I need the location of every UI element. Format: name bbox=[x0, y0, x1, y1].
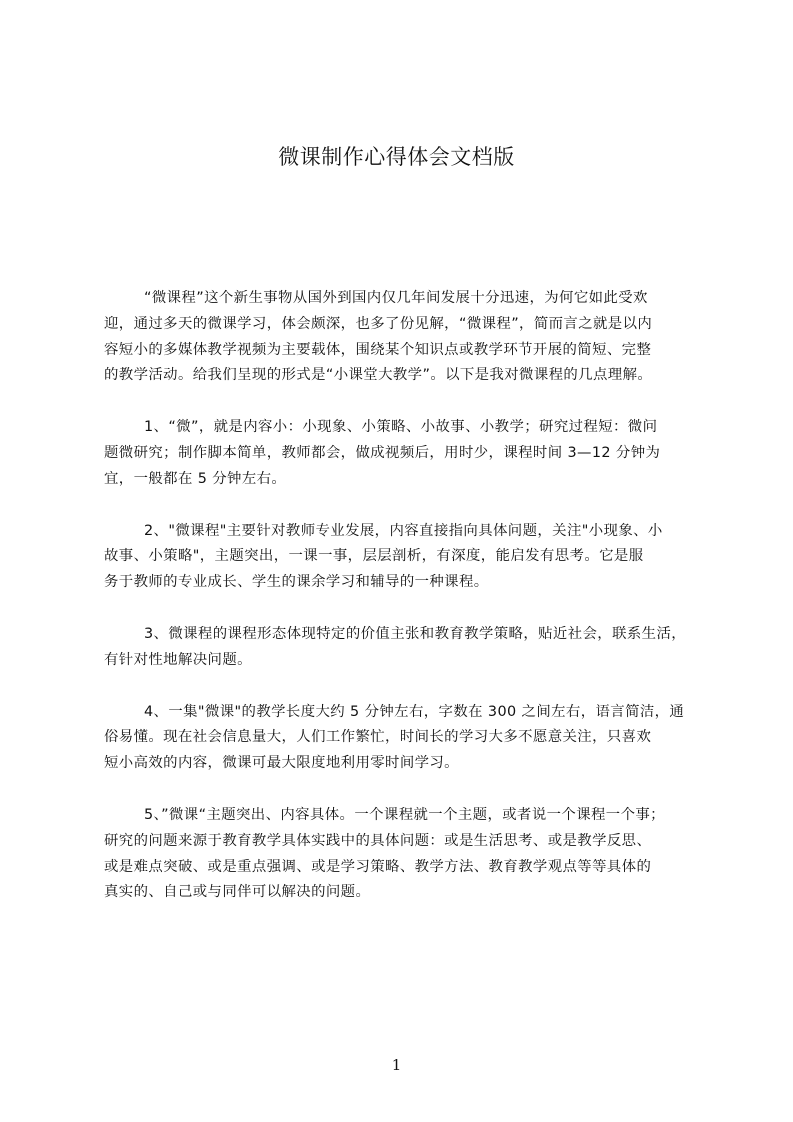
paragraph-line: “微课程”这个新生事物从国外到国内仅几年间发展十分迅速，为何它如此受欢 bbox=[144, 290, 648, 306]
paragraph-line: 研究的问题来源于教育教学具体实践中的具体问题：或是生活思考、或是教学反思、 bbox=[104, 832, 652, 849]
paragraph-line: 俗易懂。现在社会信息量大，人们工作繁忙，时间长的学习大多不愿意关注，只喜欢 bbox=[104, 729, 652, 746]
paragraph-point-2 bbox=[104, 519, 714, 596]
paragraph-intro bbox=[104, 286, 714, 389]
paragraph-line: 故事、小策略"，主题突出，一课一事，层层剖析，有深度，能启发有思考。它是服 bbox=[104, 548, 644, 565]
paragraph-line: 3、微课程的课程形态体现特定的价值主张和教育教学策略，贴近社会，联系生活， bbox=[144, 625, 687, 642]
paragraph-line: 真实的、自己或与同伴可以解决的问题。 bbox=[104, 884, 371, 901]
paragraph-point-3 bbox=[104, 622, 714, 674]
paragraph-line: 有针对性地解决问题。 bbox=[104, 651, 252, 668]
paragraph-line: 容短小的多媒体教学视频为主要载体，围绕某个知识点或教学环节开展的简短、完整 bbox=[104, 341, 652, 358]
paragraph-line: 的教学活动。给我们呈现的形式是“小课堂大教学”。以下是我对微课程的几点理解。 bbox=[104, 367, 653, 384]
paragraph-line: 5、”微课“主题突出、内容具体。一个课程就一个主题，或者说一个课程一个事； bbox=[144, 806, 665, 823]
paragraph-line: 4、一集"微课"的教学长度大约 5 分钟左右，字数在 300 之间左右，语言简洁，通 bbox=[144, 703, 685, 720]
paragraph-line: 短小高效的内容，微课可最大限度地利用零时间学习。 bbox=[104, 755, 459, 772]
paragraph-line: 宜，一般都在 5 分钟左右。 bbox=[104, 470, 287, 487]
paragraph-line: 题微研究；制作脚本简单，教师都会，做成视频后，用时少，课程时间 3—12 分钟为 bbox=[104, 444, 661, 461]
paragraph-point-5 bbox=[104, 803, 714, 906]
document-body bbox=[104, 286, 714, 932]
paragraph-point-4 bbox=[104, 700, 714, 777]
paragraph-line: 务于教师的专业成长、学生的课余学习和辅导的一种课程。 bbox=[104, 574, 489, 591]
paragraph-point-1 bbox=[104, 415, 714, 492]
page-number: 1 bbox=[391, 1056, 402, 1074]
document-title: 微课制作心得体会文档版 bbox=[278, 145, 515, 169]
paragraph-line: 或是难点突破、或是重点强调、或是学习策略、教学方法、教育教学观点等等具体的 bbox=[104, 858, 652, 875]
paragraph-line: 2、"微课程"主要针对教师专业发展，内容直接指向具体问题，关注"小现象、小 bbox=[144, 522, 663, 539]
paragraph-line: 迎，通过多天的微课学习，体会颇深，也多了份见解，“微课程”，简而言之就是以内 bbox=[104, 315, 653, 332]
paragraph-line: 1、“微”，就是内容小：小现象、小策略、小故事、小教学；研究过程短：微问 bbox=[144, 419, 658, 436]
